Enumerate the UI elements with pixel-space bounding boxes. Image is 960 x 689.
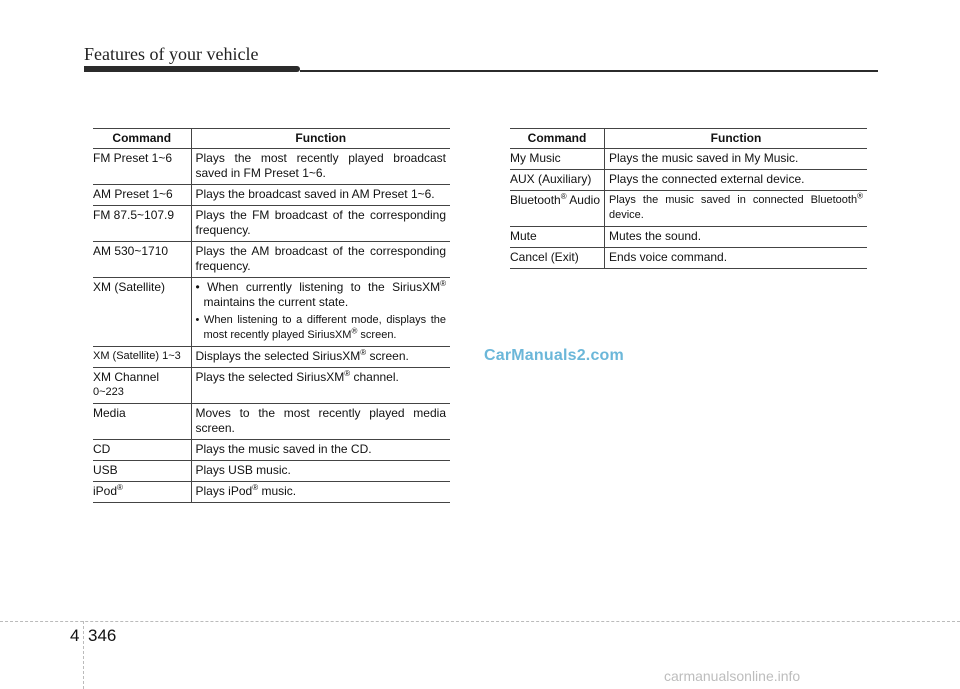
function-cell: Plays USB music. (191, 461, 450, 482)
command-cell: iPod® (93, 482, 191, 503)
function-cell: Plays the AM broadcast of the corresponding frequency. (191, 242, 450, 278)
function-cell: Plays the selected SiriusXM® channel. (191, 368, 450, 404)
command-cell: AM 530~1710 (93, 242, 191, 278)
bullet-item: • When currently listening to the SiriusXM® maintains the current state. (195, 279, 446, 309)
command-cell (93, 368, 191, 404)
table-row (93, 404, 450, 440)
function-cell: Plays the FM broadcast of the corresponding frequency. (191, 206, 450, 242)
table-row (93, 242, 450, 278)
function-cell: Plays the most recently played broadcast saved in FM Preset 1~6. (191, 149, 450, 185)
command-cell: Cancel (Exit) (510, 248, 605, 269)
column-header-function: Function (605, 129, 868, 149)
table-header-row (510, 129, 867, 149)
chapter-number: 4 (70, 626, 80, 645)
command-cell: Bluetooth® Audio (510, 191, 605, 227)
function-cell: Mutes the sound. (605, 227, 868, 248)
command-cell: XM (Satellite) (93, 278, 191, 347)
table-row (510, 170, 867, 191)
site-watermark: carmanualsonline.info (664, 668, 801, 684)
function-cell: Plays the music saved in My Music. (605, 149, 868, 170)
table-row (93, 482, 450, 503)
function-cell: Plays the broadcast saved in AM Preset 1~6. (191, 185, 450, 206)
table-row (510, 227, 867, 248)
table-row (93, 347, 450, 368)
table-header-row (93, 129, 450, 149)
table-row (93, 368, 450, 404)
function-cell: Displays the selected SiriusXM® screen. (191, 347, 450, 368)
function-cell: Plays the connected external device. (605, 170, 868, 191)
command-cell: Mute (510, 227, 605, 248)
function-cell (191, 278, 450, 347)
command-cell: FM Preset 1~6 (93, 149, 191, 185)
function-cell: Plays the music saved in connected Bluetooth® device. (605, 191, 868, 227)
page-number: 346 (88, 626, 117, 645)
header-rule (300, 70, 878, 72)
table-row (93, 206, 450, 242)
footer-margin-line (83, 621, 84, 689)
left-command-table (93, 128, 450, 503)
column-header-command: Command (93, 129, 191, 149)
command-cell: XM (Satellite) 1~3 (93, 347, 191, 368)
footer-divider (0, 621, 960, 622)
table-row (93, 278, 450, 347)
command-cell: AM Preset 1~6 (93, 185, 191, 206)
bullet-item: • When listening to a different mode, displays the most recently played SiriusXM® screen. (195, 314, 446, 341)
command-range: 0~223 (93, 386, 124, 398)
page-header-title: Features of your vehicle (84, 44, 259, 64)
table-row (93, 461, 450, 482)
column-header-command: Command (510, 129, 605, 149)
command-cell: USB (93, 461, 191, 482)
command-cell: FM 87.5~107.9 (93, 206, 191, 242)
table-row (93, 185, 450, 206)
command-cell: CD (93, 440, 191, 461)
table-row (93, 440, 450, 461)
command-label: XM Channel (93, 370, 160, 384)
function-cell: Plays iPod® music. (191, 482, 450, 503)
function-cell: Plays the music saved in the CD. (191, 440, 450, 461)
column-header-function: Function (191, 129, 450, 149)
table-row (510, 149, 867, 170)
watermark-link[interactable]: CarManuals2.com (484, 347, 624, 364)
command-cell: My Music (510, 149, 605, 170)
header-bar (84, 66, 300, 72)
command-cell: Media (93, 404, 191, 440)
function-cell: Ends voice command. (605, 248, 868, 269)
table-row (93, 149, 450, 185)
table-row (510, 191, 867, 227)
table-row (510, 248, 867, 269)
command-cell: AUX (Auxiliary) (510, 170, 605, 191)
function-cell: Moves to the most recently played media screen. (191, 404, 450, 440)
right-command-table (510, 128, 867, 269)
